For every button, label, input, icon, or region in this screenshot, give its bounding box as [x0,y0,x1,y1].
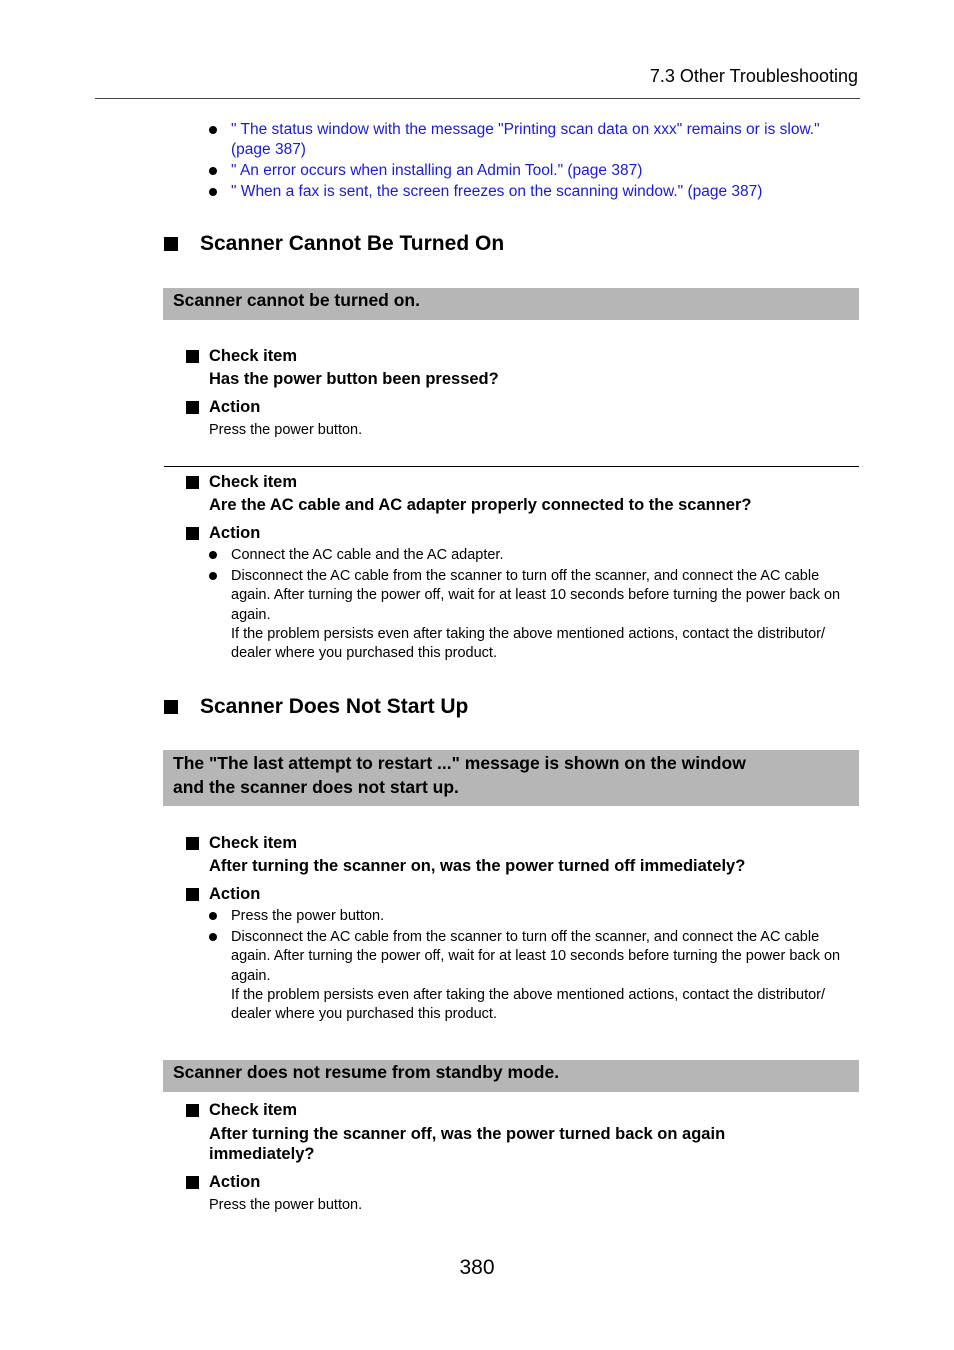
reference-link[interactable]: " The status window with the message "Printing scan data on xxx" remains or is slow." (page 387) [208,120,858,160]
check-divider [164,466,859,467]
action-list [208,907,860,1026]
check-question: Are the AC cable and AC adapter properly connected to the scanner? [209,496,752,514]
problem-heading: Scanner does not resume from standby mode. [163,1060,859,1092]
action-item: Disconnect the AC cable from the scanner to turn off the scanner, and connect the AC cable again. After turning the power off, wait for at least 10 seconds before turning the power back on again. If the problem persists even after taking the above mentioned actions, contact the distributor/ dealer where you purchased this product. [208,567,860,663]
square-bullet-icon [186,527,199,540]
check-item-label: Check item [186,473,297,492]
square-bullet-icon [186,476,199,489]
header-rule [95,98,860,99]
reference-link[interactable]: " When a fax is sent, the screen freezes on the scanning window." (page 387) [208,182,858,202]
square-bullet-icon [186,837,199,850]
section-title-cannot-turn-on: Scanner Cannot Be Turned On [164,232,504,256]
action-item: Disconnect the AC cable from the scanner to turn off the scanner, and connect the AC cable again. After turning the power off, wait for at least 10 seconds before turning the power back on again. If the problem persists even after taking the above mentioned actions, contact the distributor/ dealer where you purchased this product. [208,928,860,1024]
action-label: Action [186,1173,260,1192]
problem-heading: The "The last attempt to restart ..." message is shown on the window and the scanner does not start up. [163,750,859,806]
square-bullet-icon [164,700,178,714]
running-header: 7.3 Other Troubleshooting [649,66,858,86]
reference-link[interactable]: " An error occurs when installing an Admin Tool." (page 387) [208,161,858,181]
square-bullet-icon [186,401,199,414]
check-question: Has the power button been pressed? [209,370,499,388]
square-bullet-icon [186,350,199,363]
check-question: After turning the scanner off, was the power turned back on again immediately? [209,1125,726,1163]
action-label: Action [186,398,260,417]
check-item-label: Check item [186,347,297,366]
action-note: If the problem persists even after taking the above mentioned actions, contact the distributor/ dealer where you purchased this product. [231,625,826,662]
square-bullet-icon [186,888,199,901]
check-question: After turning the scanner on, was the power turned off immediately? [209,857,746,875]
check-item-label: Check item [186,1101,297,1120]
problem-heading: Scanner cannot be turned on. [163,288,859,320]
page-number: 380 [459,1256,495,1279]
square-bullet-icon [186,1104,199,1117]
action-item: Press the power button. [208,907,860,926]
action-label: Action [186,885,260,904]
square-bullet-icon [186,1176,199,1189]
action-text: Press the power button. [209,1197,363,1213]
action-text: Press the power button. [209,422,363,438]
check-item-label: Check item [186,834,297,853]
action-item: Connect the AC cable and the AC adapter. [208,546,860,565]
section-title-does-not-start: Scanner Does Not Start Up [164,695,468,719]
action-note: If the problem persists even after taking the above mentioned actions, contact the distributor/ dealer where you purchased this product. [231,986,826,1023]
reference-links-list [208,120,858,203]
square-bullet-icon [164,237,178,251]
action-list [208,546,860,665]
action-label: Action [186,524,260,543]
